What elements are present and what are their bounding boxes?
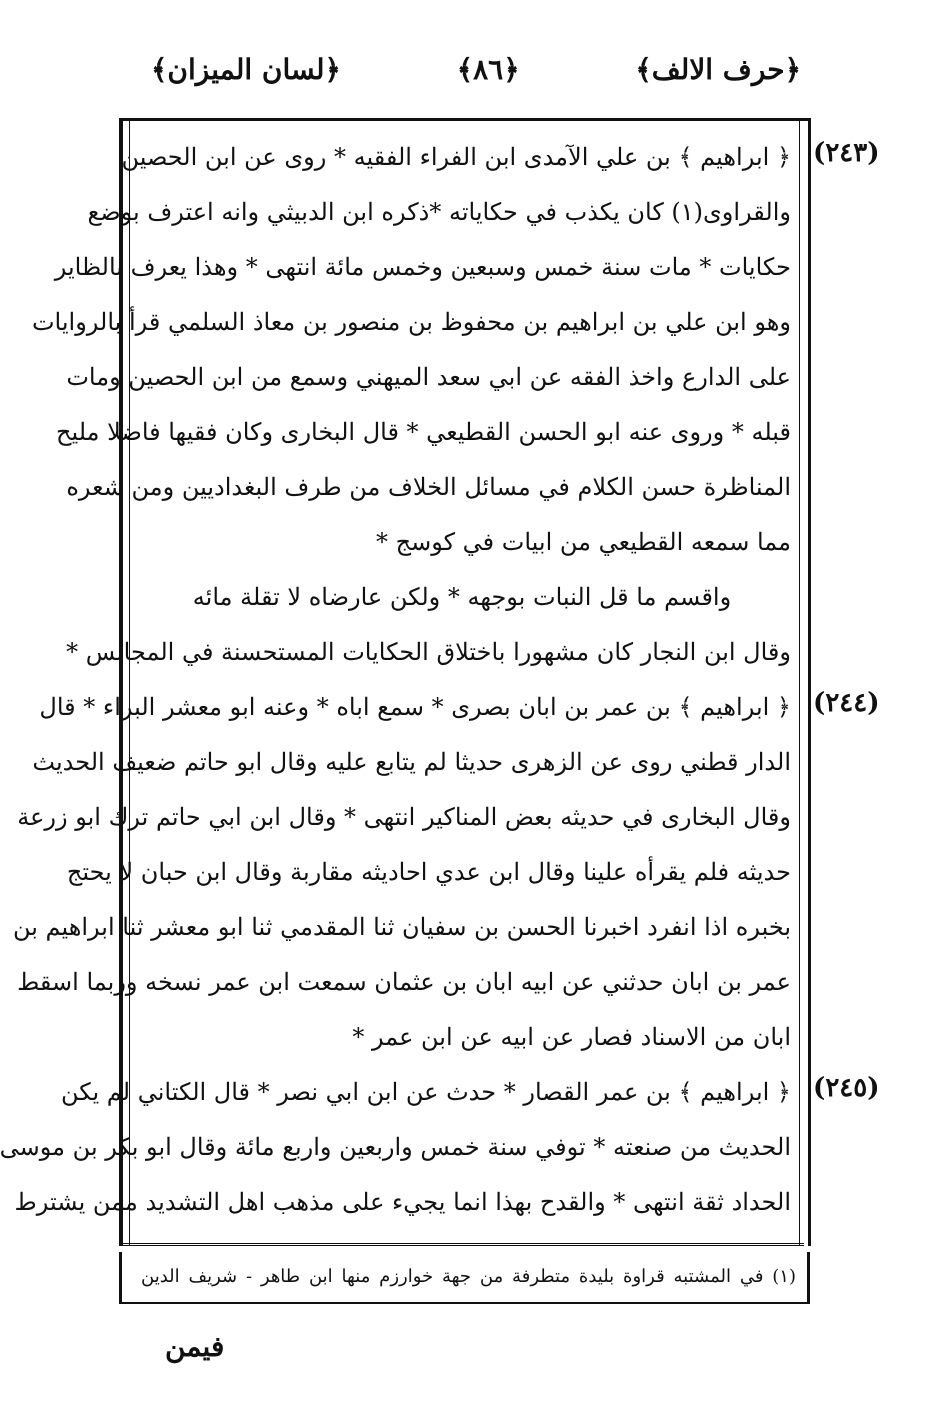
- text-line: ﴿ ابراهيم ﴾ بن عمر بن ابان بصرى * سمع اباه * وعنه ابو معشر البراء * قال: [39, 693, 791, 721]
- text-line: وقال ابن النجار كان مشهورا باختلاق الحكايات المستحسنة في المجالس *: [66, 638, 791, 666]
- text-line: عمر بن ابان حدثني عن ابيه ابان بن عثمان سمعت ابن عمر نسخه وربما اسقط: [17, 968, 791, 996]
- text-line: ﴿ ابراهيم ﴾ بن عمر القصار * حدث عن ابن ابي نصر * قال الكتاني لم يكن: [60, 1078, 791, 1106]
- text-line: الدار قطني روى عن الزهرى حديثا لم يتابع عليه وقال ابو حاتم ضعيف الحديث: [32, 748, 791, 776]
- text-line: ﴿ ابراهيم ﴾ بن علي الآمدى ابن الفراء الفقيه * روى عن ابن الحصين: [121, 143, 791, 171]
- main-text: [0, 130, 791, 1230]
- text-line: حكايات * مات سنة خمس وسبعين وخمس مائة انتهى * وهذا يعرف بالظاير: [54, 253, 791, 281]
- text-line: ابان من الاسناد فصار عن ابيه عن ابن عمر *: [352, 1023, 791, 1051]
- text-line: والقراوى(١) كان يكذب في حكاياته *ذكره ابن الدبيثي وانه اعترف بوضع: [87, 198, 791, 226]
- text-line: وهو ابن علي بن ابراهيم بن محفوظ بن منصور بن معاذ السلمي قرأ بالروايات: [31, 308, 791, 336]
- text-line: على الدارع واخذ الفقه عن ابي سعد الميهني وسمع من ابن الحصين ومات: [66, 363, 791, 391]
- text-line: المناظرة حسن الكلام في مسائل الخلاف من طرف البغداديين ومن شعره: [66, 473, 791, 501]
- entry-number: (٢٤٤): [813, 688, 880, 718]
- running-header: [151, 44, 801, 94]
- chapter-title: ﴿حرف الالف﴾: [635, 52, 801, 86]
- text-line: مما سمعه القطيعي من ابيات في كوسج *: [375, 528, 791, 556]
- text-line: الحداد ثقة انتهى * والقدح بهذا انما يجيء على مذهب اهل التشديد ممن يشترط: [14, 1188, 791, 1216]
- book-title: ﴿لسان الميزان﴾: [151, 52, 341, 86]
- text-line: بخبره اذا انفرد اخبرنا الحسن بن سفيان ثنا المقدمي ثنا ابو معشر ثنا ابراهيم بن: [12, 913, 791, 941]
- text-line: وقال البخارى في حديثه بعض المناكير انتهى * وقال ابن ابي حاتم ترك ابو زرعة: [17, 803, 791, 831]
- entry-number: (٢٤٥): [813, 1073, 880, 1103]
- catchword: فيمن: [165, 1330, 225, 1363]
- text-line: الحديث من صنعته * توفي سنة خمس واربعين واربع مائة وقال ابو بكر بن موسى: [0, 1133, 791, 1161]
- footnote: (١) في المشتبه قراوة بليدة متطرفة من جهة خوارزم منها ابن طاهر - شريف الدين: [141, 1266, 796, 1287]
- poem-verse: واقسم ما قل النبات بوجهه * ولكن عارضاه لا تقلة مائه: [192, 583, 732, 611]
- text-line: قبله * وروى عنه ابو الحسن القطيعي * قال البخارى وكان فقيها فاضلا مليح: [55, 418, 791, 446]
- page-number: ﴿٨٦﴾: [456, 52, 520, 86]
- text-line: حديثه فلم يقرأه علينا وقال ابن عدي احاديثه مقاربة وقال ابن حبان لا يحتج: [66, 858, 791, 886]
- footnote-divider: [119, 1243, 804, 1246]
- entry-number: (٢٤٣): [813, 138, 880, 168]
